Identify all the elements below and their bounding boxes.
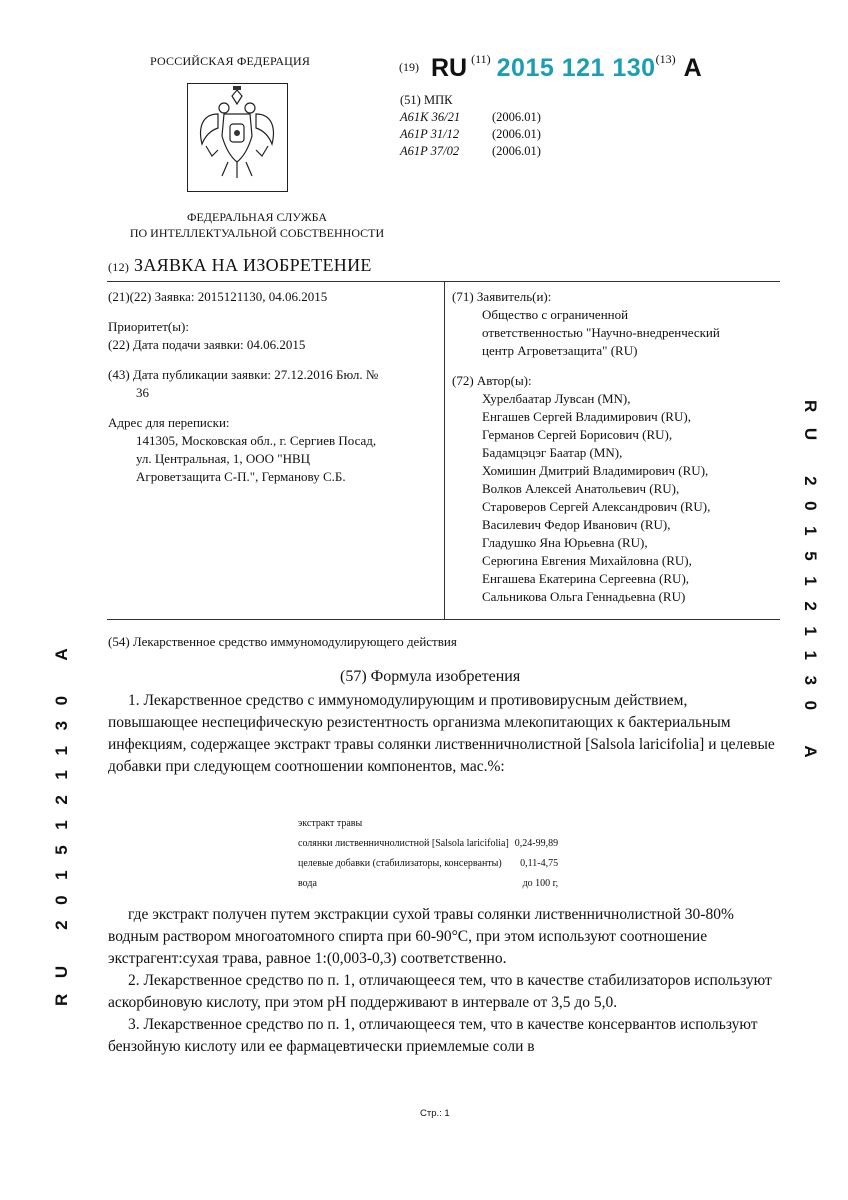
applicant-line: центр Агроветзащита" (RU) (482, 343, 638, 358)
author: Хурелбаатар Лувсан (MN), (482, 391, 631, 406)
side-publication-number-left: RU 2015121130 A (52, 632, 71, 1006)
claim-1-continuation: где экстракт получен путем экстракции сухой травы солянки лиственничнолистной 30-80% водным раствором многоатомного спирта при 60-90°С, при этом используют соотношение экстрагент:сухая трава, равное 1:(0,003-0,3) соответственно. (108, 906, 734, 967)
applicant-label: (71) Заявитель(и): (452, 289, 552, 304)
applicant-line: ответственностью "Научно-внедренческий (482, 325, 720, 340)
component-name: солянки лиственничнолистной [Salsola laricifolia] (298, 838, 509, 849)
agency-name (92, 209, 422, 241)
claims-block-1 (108, 690, 778, 778)
divider (107, 619, 780, 620)
invention-title: (54) Лекарственное средство иммуномодулирующего действия (108, 634, 457, 649)
claim-2: 2. Лекарственное средство по п. 1, отличающееся тем, что в качестве стабилизаторов используют аскорбиновую кислоту, при этом pH поддерживают в интервале от 3,5 до 5,0. (108, 972, 772, 1011)
author: Енгашев Сергей Владимирович (RU), (482, 409, 691, 424)
author: Хомишин Дмитрий Владимирович (RU), (482, 463, 709, 478)
biblio-left (108, 288, 428, 486)
doctype-title: ЗАЯВКА НА ИЗОБРЕТЕНИЕ (134, 255, 372, 275)
authors-label: (72) Автор(ы): (452, 373, 532, 388)
component-value: до 100 г, (522, 878, 559, 889)
table-row (298, 834, 558, 854)
code-13: (13) (655, 52, 676, 66)
application-info: (21)(22) Заявка: 2015121130, 04.06.2015 (108, 289, 328, 304)
kind-code: A (683, 54, 702, 82)
component-name: вода (298, 878, 317, 889)
ipc-row (400, 126, 541, 143)
publication-number: 2015 121 130 (496, 54, 656, 82)
address-line: ул. Центральная, 1, ООО "НВЦ (136, 451, 311, 466)
ipc-label: (51) МПК (400, 93, 453, 107)
address-label: Адрес для переписки: (108, 415, 230, 430)
author: Серюгина Евгения Михайловна (RU), (482, 553, 692, 568)
ipc-version: (2006.01) (492, 110, 541, 124)
document-type (108, 255, 372, 276)
page-number: Стр.: 1 (420, 1108, 450, 1119)
ipc-code: A61K 36/21 (400, 110, 461, 124)
claims-block-2 (108, 904, 778, 1058)
component-name: экстракт травы (298, 818, 363, 829)
publication-date: (43) Дата публикации заявки: 27.12.2016 Бюл. № (108, 367, 379, 382)
ipc-code: A61P 31/12 (400, 127, 460, 141)
address-line: Агроветзащита С-П.", Германову С.Б. (136, 469, 346, 484)
publication-number-block (399, 52, 702, 83)
priority-label: Приоритет(ы): (108, 319, 189, 334)
ipc-version: (2006.01) (492, 127, 541, 141)
table-row (298, 854, 558, 874)
component-value: 0,24-99,89 (514, 838, 559, 849)
author: Василевич Федор Иванович (RU), (482, 517, 671, 532)
applicant-line: Общество с ограниченной (482, 307, 629, 322)
author: Енгашева Екатерина Сергеевна (RU), (482, 571, 690, 586)
biblio-right (452, 288, 772, 606)
claim-1: 1. Лекарственное средство с иммуномодулирующим и противовирусным действием, повышающее неспецифическую резистентность организма млекопитающих к бактериальным инфекциям, содержащее экстракт травы солянки лиственничнолистной [Salsola laricifolia] и целевые добавки при следующем соотношении компонентов, мас.%: (108, 692, 775, 775)
country-code: RU (431, 54, 468, 82)
ipc-code: A61P 37/02 (400, 144, 460, 158)
bulletin-number: 36 (136, 385, 149, 400)
filing-date: (22) Дата подачи заявки: 04.06.2015 (108, 337, 306, 352)
column-divider (444, 282, 445, 619)
agency-line-2: ПО ИНТЕЛЛЕКТУАЛЬНОЙ СОБСТВЕННОСТИ (129, 226, 385, 240)
author: Волков Алексей Анатольевич (RU), (482, 481, 680, 496)
side-publication-number-right: RU 2015121130 A (801, 400, 820, 774)
component-name: целевые добавки (стабилизаторы, консерванты) (298, 858, 502, 869)
table-row (298, 874, 558, 894)
address-line: 141305, Московская обл., г. Сергиев Посад, (136, 433, 377, 448)
table-row (298, 814, 558, 834)
doctype-code: (12) (108, 260, 130, 274)
author: Гладушко Яна Юрьевна (RU), (482, 535, 648, 550)
component-value: 0,11-4,75 (520, 858, 559, 869)
ipc-row (400, 143, 541, 160)
composition-table (298, 814, 558, 894)
author: Германов Сергей Борисович (RU), (482, 427, 673, 442)
author: Бадамцэцэг Баатар (MN), (482, 445, 623, 460)
claim-3: 3. Лекарственное средство по п. 1, отличающееся тем, что в качестве консервантов используют бензойную кислоту или ее фармацевтически приемлемые соли в (108, 1016, 758, 1055)
ipc-classification (400, 92, 541, 160)
author: Сальникова Ольга Геннадьевна (RU) (482, 589, 686, 604)
coat-of-arms-emblem (187, 83, 288, 192)
double-headed-eagle-icon (188, 84, 286, 190)
code-19: (19) (399, 60, 419, 74)
author: Староверов Сергей Александрович (RU), (482, 499, 711, 514)
agency-line-1: ФЕДЕРАЛЬНАЯ СЛУЖБА (187, 210, 327, 224)
ipc-row (400, 109, 541, 126)
claims-heading: (57) Формула изобретения (340, 668, 521, 685)
component-value (509, 814, 558, 834)
country-name: РОССИЙСКАЯ ФЕДЕРАЦИЯ (150, 54, 311, 68)
ipc-version: (2006.01) (492, 144, 541, 158)
code-11: (11) (471, 52, 491, 66)
